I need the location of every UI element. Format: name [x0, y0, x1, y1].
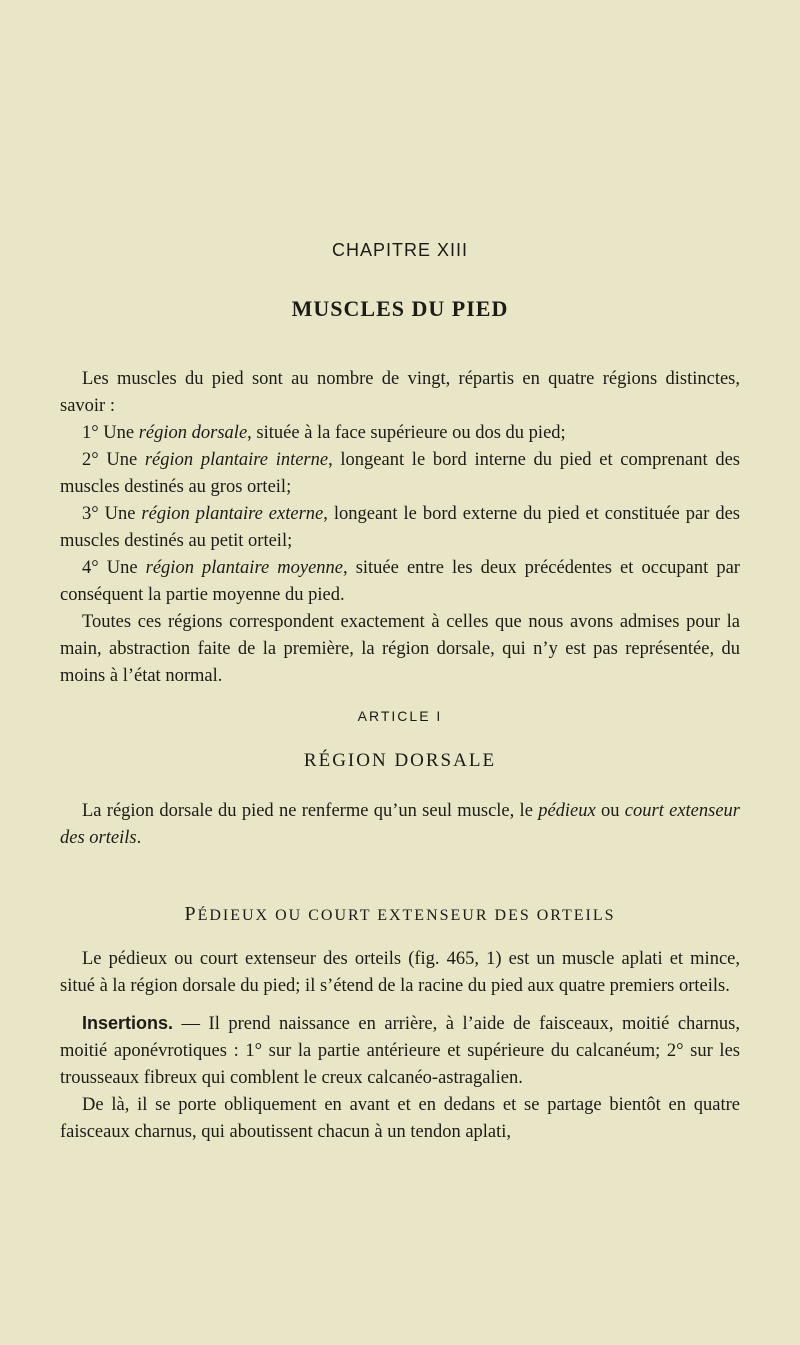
region-item-1: 1° Une région dorsale, située à la face supérieure ou dos du pied;	[82, 423, 566, 443]
subsection-title: PÉDIEUX OU COURT EXTENSEUR DES ORTEILS	[184, 903, 616, 925]
insertions-paragraph: Insertions. — Il prend naissance en arrière, à l’aide de faisceaux, moitié charnus, moitié aponévrotiques : 1° sur la partie antérieure et supérieure du calcanéum; 2° sur les trousseaux fibreux qui comblent le creux calcanéo-astragalien.	[60, 1013, 740, 1088]
insertions-heading: Insertions.	[82, 1013, 174, 1033]
dorsal-region-paragraph: La région dorsale du pied ne renferme qu’un seul muscle, le pédieux ou court extenseur des orteils.	[60, 801, 740, 848]
chapter-number: CHAPITRE XIII	[331, 240, 469, 260]
pedieux-paragraph: Le pédieux ou court extenseur des orteils (fig. 465, 1) est un muscle aplati et mince, situé à la région dorsale du pied; il s’étend de la racine du pied aux quatre premiers orteils.	[60, 949, 740, 996]
continuation-paragraph: De là, il se porte obliquement en avant et en dedans et se partage bientôt en quatre faisceaux charnus, qui aboutissent chacun à un tendon aplati,	[60, 1095, 740, 1142]
muscle-text	[60, 946, 740, 1146]
summary-paragraph: Toutes ces régions correspondent exactement à celles que nous avons admises pour la main, abstraction faite de la première, la région dorsale, qui n’y est pas représentée, du moins à l’état normal.	[60, 612, 740, 686]
region-item-3: 3° Une région plantaire externe, longeant le bord externe du pied et constituée par des muscles destinés au petit orteil;	[60, 504, 740, 551]
region-item-4: 4° Une région plantaire moyenne, située entre les deux précédentes et occupant par conséquent la partie moyenne du pied.	[60, 558, 740, 605]
region-item-2: 2° Une région plantaire interne, longeant le bord interne du pied et comprenant des muscles destinés au gros orteil;	[60, 450, 740, 497]
article-heading: ARTICLE I	[357, 708, 443, 724]
intro-text	[60, 366, 740, 690]
intro-paragraph: Les muscles du pied sont au nombre de vingt, répartis en quatre régions distinctes, savoir :	[60, 369, 740, 416]
chapter-title: MUSCLES DU PIED	[291, 296, 509, 321]
section-title: RÉGION DORSALE	[303, 750, 497, 771]
section-text	[60, 798, 740, 852]
